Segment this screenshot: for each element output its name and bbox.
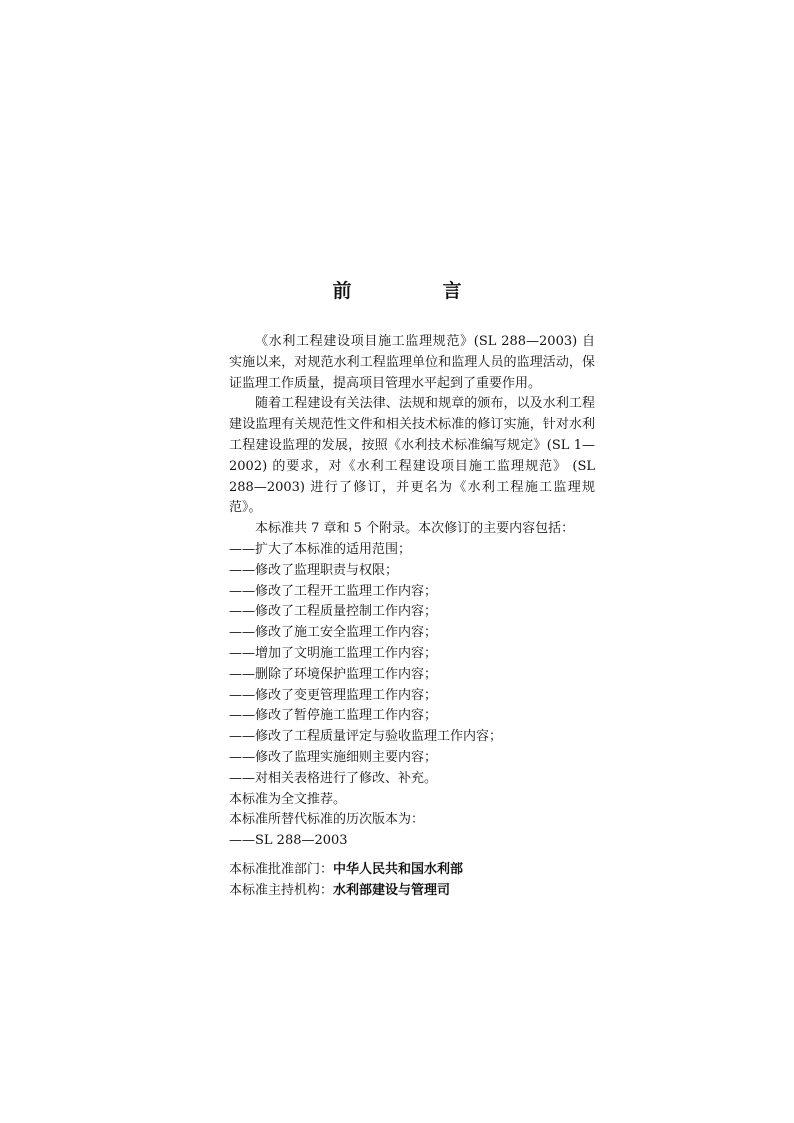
recommendation-line: 本标准为全文推荐。 xyxy=(229,791,347,807)
revision-item: ——修改了变更管理监理工作内容； xyxy=(229,687,438,703)
revision-background-paragraph: 随着工程建设有关法律、法规和规章的颁布，以及水利工程建设监理有关规范性文件和相关技术标准的修订实施，针对水利工程建设监理的发展，按照《水利技术标准编写规定》(SL 1—2002) 的要求，对《水利工程建设项目施工监理规范》 (SL 288—2003) 进行了修订，并更名为《水利工程施工监理规范》。 xyxy=(229,396,595,516)
summary-line: 本标准共 7 章和 5 个附录。本次修订的主要内容包括： xyxy=(255,521,575,537)
approval-value: 中华人民共和国水利部 xyxy=(333,861,464,877)
intro-paragraph: 《水利工程建设项目施工监理规范》(SL 288—2003) 自实施以来，对规范水利工程监理单位和监理人员的监理活动，保证监理工作质量，提高项目管理水平起到了重要作用。 xyxy=(229,334,595,391)
revision-item: ——增加了文明施工监理工作内容； xyxy=(229,645,438,661)
revision-list xyxy=(229,540,595,790)
page-title: 前 言 xyxy=(332,280,498,302)
revision-item: ——删除了环境保护监理工作内容； xyxy=(229,666,438,682)
host-line xyxy=(229,881,595,902)
revision-item: ——修改了监理职责与权限； xyxy=(229,562,399,578)
revision-item: ——修改了工程开工监理工作内容； xyxy=(229,583,438,599)
revision-item: ——修改了暂停施工监理工作内容； xyxy=(229,708,438,724)
revision-item: ——修改了监理实施细则主要内容； xyxy=(229,749,438,765)
approval-line xyxy=(229,860,595,881)
host-value: 水利部建设与管理司 xyxy=(333,882,451,898)
history-version-item: ——SL 288—2003 xyxy=(229,833,348,849)
host-label: 本标准主持机构： xyxy=(229,882,334,898)
revision-item: ——扩大了本标准的适用范围； xyxy=(229,541,412,557)
revision-item: ——修改了工程质量评定与验收监理工作内容； xyxy=(229,729,503,745)
revision-item: ——对相关表格进行了修改、补充。 xyxy=(229,770,438,786)
history-intro-line: 本标准所替代标准的历次版本为： xyxy=(229,812,425,828)
revision-item: ——修改了工程质量控制工作内容； xyxy=(229,604,438,620)
section-gap xyxy=(229,852,595,860)
approval-label: 本标准批准部门： xyxy=(229,861,334,877)
revision-item: ——修改了施工安全监理工作内容； xyxy=(229,625,438,641)
document-body xyxy=(229,332,595,902)
